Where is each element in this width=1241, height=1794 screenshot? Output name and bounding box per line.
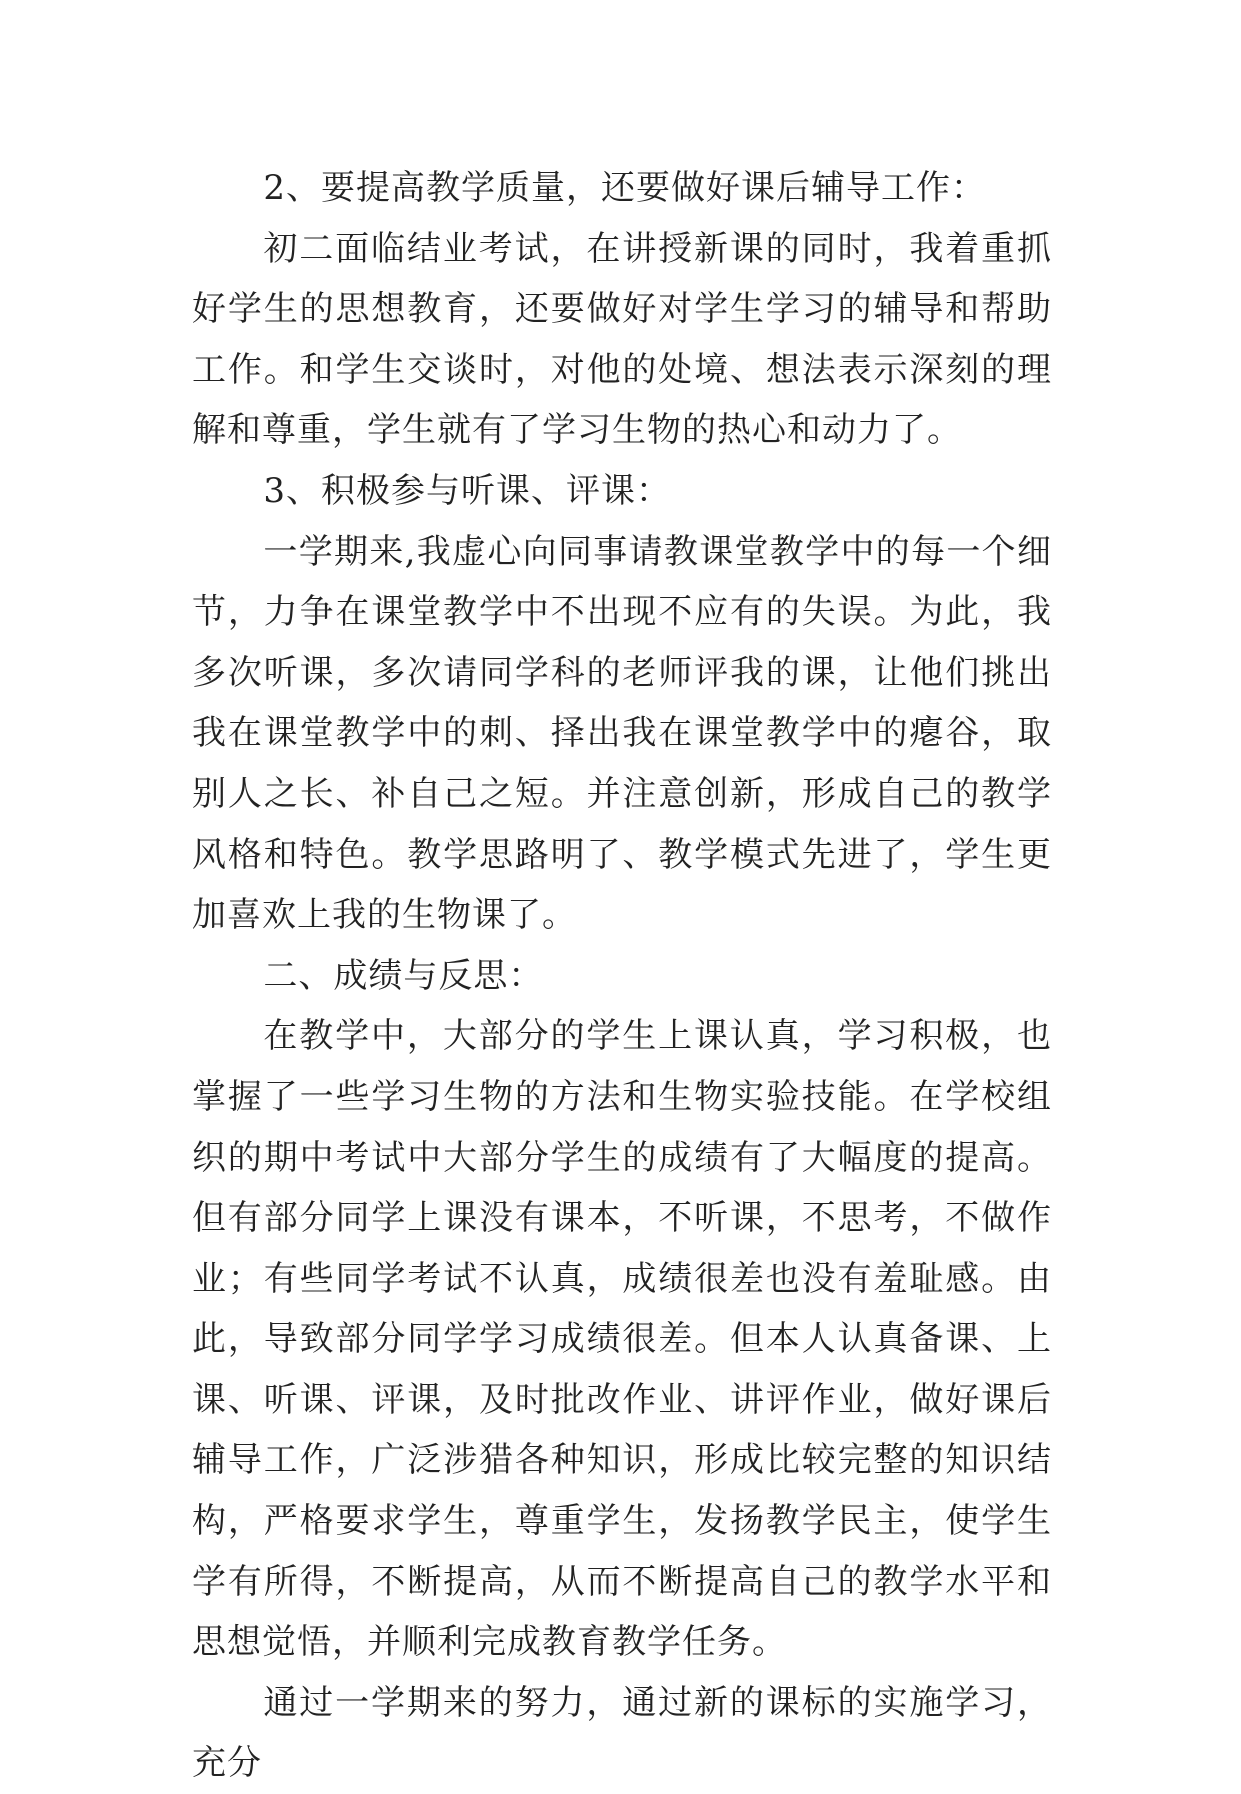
section-heading-results-reflection: 二、成绩与反思：	[263, 955, 544, 996]
paragraph-tutoring: 初二面临结业考试，在讲授新课的同时，我着重抓好学生的思想教育，还要做好对学生学习的辅导和帮助工作。和学生交谈时，对他的处境、想法表示深刻的理解和尊重，学生就有了学习生物的热心和动力了。	[192, 228, 1052, 451]
paragraph-results-reflection: 在教学中，大部分的学生上课认真，学习积极，也掌握了一些学习生物的方法和生物实验技能。在学校组织的期中考试中大部分学生的成绩有了大幅度的提高。但有部分同学上课没有课本，不听课，不思考，不做作业；有些同学考试不认真，成绩很差也没有羞耻感。由此，导致部分同学学习成绩很差。但本人认真备课、上课、听课、评课，及时批改作业、讲评作业，做好课后辅导工作，广泛涉猎各种知识，形成比较完整的知识结构，严格要求学生，尊重学生，发扬教学民主，使学生学有所得，不断提高，从而不断提高自己的教学水平和思想觉悟，并顺利完成教育教学任务。	[192, 1016, 1052, 1663]
section-heading-tutoring: 2、要提高教学质量，还要做好课后辅导工作：	[263, 168, 987, 208]
document-body	[192, 158, 1052, 1794]
section-heading-lesson-observation: 3、积极参与听课、评课：	[263, 470, 672, 511]
paragraph-conclusion: 通过一学期来的努力，通过新的课标的实施学习，充分	[192, 1682, 1052, 1784]
paragraph-lesson-observation: 一学期来,我虚心向同事请教课堂教学中的每一个细节，力争在课堂教学中不出现不应有的失误。为此，我多次听课，多次请同学科的老师评我的课，让他们挑出我在课堂教学中的刺、择出我在课堂教学中的瘪谷，取别人之长、补自己之短。并注意创新，形成自己的教学风格和特色。教学思路明了、教学模式先进了，学生更加喜欢上我的生物课了。	[192, 531, 1052, 936]
